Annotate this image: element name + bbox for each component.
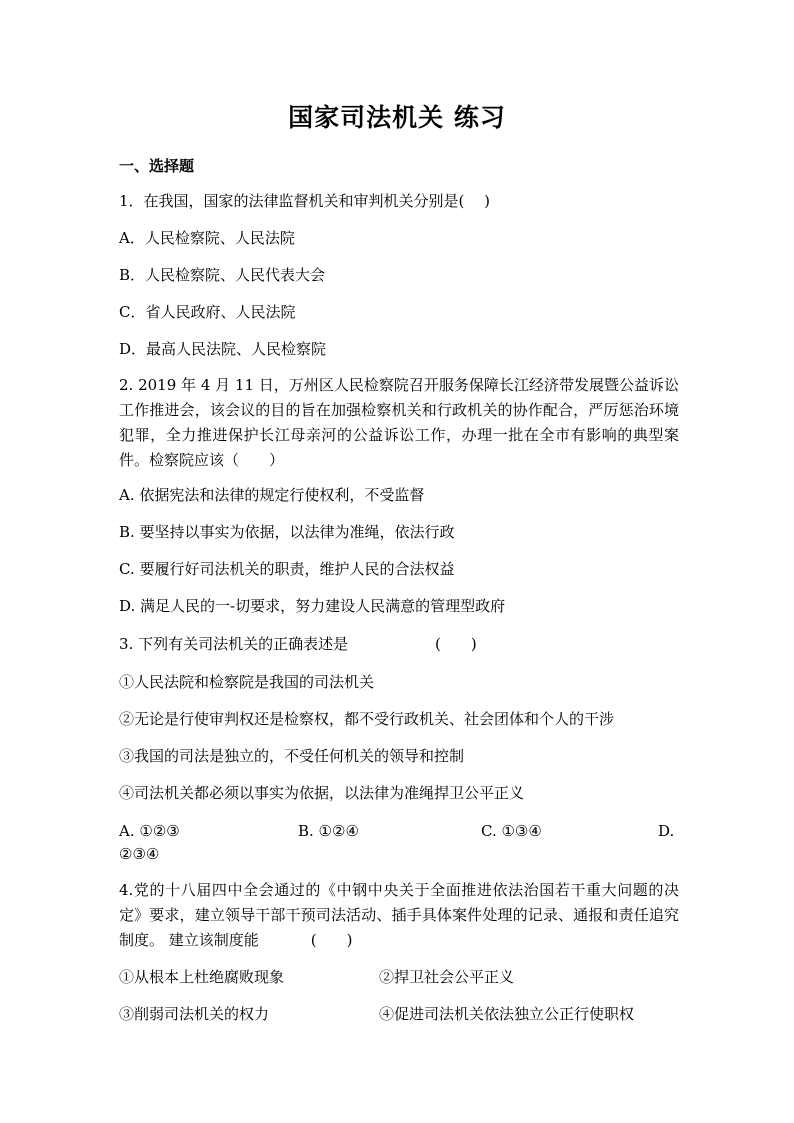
question-4-statements-row-2 [119,1003,673,1025]
question-4-stem-text: 4.党的十八届四中全会通过的《中钢中央关于全面推进依法治国若干重大问题的决定》要求，建立领导干部干预司法活动、插手具体案件处理的记录、通报和责任追究制度。 建立该制度能 [119,881,679,949]
section-heading: 一、选择题 [119,157,195,175]
question-1-option-b: B．人民检察院、人民代表大会 [119,266,326,284]
question-3-statement-2: ②无论是行使审判权还是检察权，都不受行政机关、社会团体和个人的干涉 [119,710,615,728]
question-3-statement-4: ④司法机关都必须以事实为依据，以法律为准绳捍卫公平正义 [119,784,525,802]
question-3-answer-paren: ( ) [435,635,477,653]
question-2-option-a: A. 依据宪法和法律的规定行使权利，不受监督 [119,486,425,504]
question-3-statement-1: ①人民法院和检察院是我国的司法机关 [119,673,375,691]
question-3-stem [119,633,679,655]
question-2-option-c: C. 要履行好司法机关的职责，维护人民的合法权益 [119,560,455,578]
page-title: 国家司法机关 练习 [288,103,506,132]
question-3-stem-text: 3. 下列有关司法机关的正确表述是 [119,635,349,653]
question-3-option-c: C. ①③④ [481,822,542,840]
question-4-statements-row-1 [119,966,673,988]
question-3-option-a: A. ①②③ [119,822,180,840]
question-4-statement-1: ①从根本上杜绝腐败现象 [119,968,285,986]
question-1-option-c: C．省人民政府、人民法院 [119,303,296,321]
question-2-option-d: D. 满足人民的一-切要求，努力建设人民满意的管理型政府 [119,597,506,615]
question-3-option-b: B. ①②④ [298,822,359,840]
question-4-statement-3: ③削弱司法机关的权力 [119,1005,270,1023]
question-4-statement-4: ④促进司法机关依法独立公正行使职权 [379,1005,635,1023]
question-3-option-d-letter: D. [658,822,675,840]
question-4-statement-2: ②捍卫社会公平正义 [379,968,515,986]
question-1-option-a: A．人民检察院、人民法院 [119,229,295,247]
question-3-option-d-text: ②③④ [119,845,160,863]
question-3-statement-3: ③我国的司法是独立的，不受任何机关的领导和控制 [119,747,465,765]
question-4-answer-paren: ( ) [310,931,353,949]
question-1-stem: 1．在我国，国家的法律监督机关和审判机关分别是( ) [119,192,491,210]
question-4-stem [119,878,679,953]
question-1-option-d: D．最高人民法院、人民检察院 [119,340,327,358]
question-2-stem: 2. 2019 年 4 月 11 日，万州区人民检察院召开服务保障长江经济带发展暨公益诉讼工作推进会，该会议的目的旨在加强检察机关和行政机关的协作配合，严厉惩治环境犯罪，全力推进保护长江母亲河的公益诉讼工作，办理一批在全市有影响的典型案件。检察院应该（ ） [119,376,679,469]
question-2-option-b: B. 要坚持以事实为依据，以法律为准绳，依法行政 [119,523,455,541]
question-3-options-row [119,820,673,842]
